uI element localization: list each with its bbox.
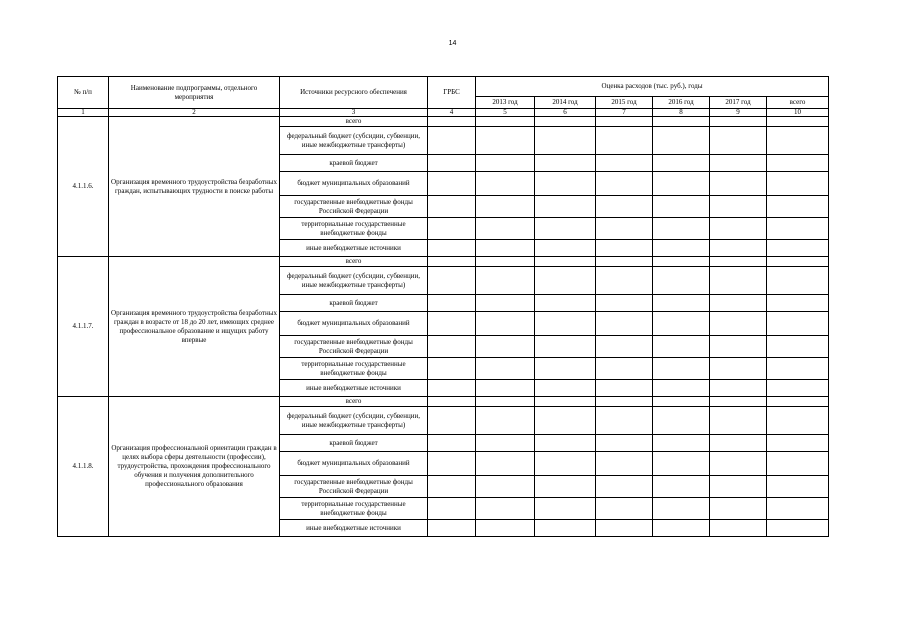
value-cell — [535, 172, 596, 196]
value-cell — [596, 218, 653, 240]
activity-number: 4.1.1.6. — [58, 117, 109, 257]
value-cell — [596, 196, 653, 218]
funding-source: всего — [280, 397, 428, 407]
value-cell — [710, 358, 767, 380]
activity-name: Организация профессиональной ориентации граждан в целях выбора сферы деятельности (профессии), трудоустройства, прохождения профессионального обучения и получения дополнительного профессионального образования — [109, 397, 280, 537]
value-cell — [653, 520, 710, 537]
value-cell — [428, 380, 476, 397]
funding-source: федеральный бюджет (субсидии, субвенции, иные межбюджетные трансферты) — [280, 267, 428, 295]
value-cell — [710, 336, 767, 358]
value-cell — [710, 155, 767, 172]
value-cell — [653, 155, 710, 172]
value-cell — [476, 498, 535, 520]
value-cell — [767, 312, 829, 336]
value-cell — [767, 196, 829, 218]
value-cell — [710, 397, 767, 407]
value-cell — [767, 240, 829, 257]
value-cell — [767, 498, 829, 520]
value-cell — [767, 397, 829, 407]
funding-source: иные внебюджетные источники — [280, 520, 428, 537]
funding-source: краевой бюджет — [280, 435, 428, 452]
value-cell — [653, 435, 710, 452]
value-cell — [767, 476, 829, 498]
value-cell — [767, 172, 829, 196]
table-row — [58, 397, 829, 407]
funding-source: территориальные государственные внебюджетные фонды — [280, 498, 428, 520]
value-cell — [476, 295, 535, 312]
value-cell — [596, 476, 653, 498]
value-cell — [653, 196, 710, 218]
value-cell — [710, 380, 767, 397]
header-year: 2015 год — [596, 97, 653, 109]
value-cell — [767, 127, 829, 155]
page-number: 14 — [448, 40, 457, 47]
value-cell — [767, 155, 829, 172]
value-cell — [535, 240, 596, 257]
value-cell — [710, 476, 767, 498]
value-cell — [535, 380, 596, 397]
value-cell — [535, 336, 596, 358]
column-number: 5 — [476, 109, 535, 117]
value-cell — [428, 196, 476, 218]
value-cell — [767, 358, 829, 380]
funding-source: территориальные государственные внебюджетные фонды — [280, 218, 428, 240]
header-total: всего — [767, 97, 829, 109]
value-cell — [428, 240, 476, 257]
value-cell — [476, 257, 535, 267]
value-cell — [428, 476, 476, 498]
column-number-row — [58, 109, 829, 117]
value-cell — [476, 196, 535, 218]
funding-source: иные внебюджетные источники — [280, 240, 428, 257]
funding-source: федеральный бюджет (субсидии, субвенции, иные межбюджетные трансферты) — [280, 127, 428, 155]
value-cell — [596, 407, 653, 435]
value-cell — [428, 127, 476, 155]
header-row — [58, 77, 829, 97]
budget-table — [57, 76, 829, 537]
funding-source: краевой бюджет — [280, 295, 428, 312]
value-cell — [653, 498, 710, 520]
value-cell — [596, 257, 653, 267]
funding-source: государственные внебюджетные фонды Российской Федерации — [280, 476, 428, 498]
value-cell — [428, 498, 476, 520]
value-cell — [653, 117, 710, 127]
value-cell — [596, 155, 653, 172]
column-number: 10 — [767, 109, 829, 117]
value-cell — [710, 267, 767, 295]
value-cell — [710, 435, 767, 452]
value-cell — [535, 498, 596, 520]
value-cell — [596, 295, 653, 312]
column-number: 3 — [280, 109, 428, 117]
value-cell — [596, 117, 653, 127]
value-cell — [535, 155, 596, 172]
value-cell — [653, 218, 710, 240]
value-cell — [767, 452, 829, 476]
funding-source: государственные внебюджетные фонды Российской Федерации — [280, 336, 428, 358]
value-cell — [767, 257, 829, 267]
value-cell — [428, 407, 476, 435]
value-cell — [535, 267, 596, 295]
header-year: 2017 год — [710, 97, 767, 109]
value-cell — [428, 155, 476, 172]
value-cell — [710, 312, 767, 336]
value-cell — [476, 520, 535, 537]
value-cell — [596, 127, 653, 155]
value-cell — [428, 435, 476, 452]
header-grbs: ГРБС — [428, 77, 476, 109]
funding-source: всего — [280, 257, 428, 267]
value-cell — [653, 476, 710, 498]
value-cell — [428, 267, 476, 295]
value-cell — [476, 117, 535, 127]
value-cell — [428, 117, 476, 127]
value-cell — [710, 520, 767, 537]
header-num: № п/п — [58, 77, 109, 109]
activity-number: 4.1.1.8. — [58, 397, 109, 537]
value-cell — [653, 397, 710, 407]
value-cell — [476, 452, 535, 476]
value-cell — [653, 267, 710, 295]
value-cell — [476, 267, 535, 295]
value-cell — [710, 452, 767, 476]
value-cell — [596, 435, 653, 452]
value-cell — [476, 397, 535, 407]
value-cell — [596, 336, 653, 358]
value-cell — [535, 196, 596, 218]
value-cell — [767, 117, 829, 127]
value-cell — [710, 196, 767, 218]
activity-number: 4.1.1.7. — [58, 257, 109, 397]
value-cell — [476, 358, 535, 380]
value-cell — [428, 218, 476, 240]
value-cell — [596, 380, 653, 397]
value-cell — [653, 358, 710, 380]
value-cell — [596, 358, 653, 380]
value-cell — [428, 295, 476, 312]
value-cell — [596, 267, 653, 295]
table-row — [58, 117, 829, 127]
value-cell — [476, 380, 535, 397]
value-cell — [535, 397, 596, 407]
value-cell — [535, 476, 596, 498]
value-cell — [596, 498, 653, 520]
activity-name: Организация временного трудоустройства безработных граждан в возрасте от 18 до 20 лет, имеющих среднее профессиональное образование и ищущих работу впервые — [109, 257, 280, 397]
value-cell — [535, 520, 596, 537]
value-cell — [767, 435, 829, 452]
header-source: Источники ресурсного обеспечения — [280, 77, 428, 109]
value-cell — [535, 117, 596, 127]
value-cell — [710, 257, 767, 267]
value-cell — [596, 172, 653, 196]
value-cell — [476, 172, 535, 196]
header-estimate: Оценка расходов (тыс. руб.), годы — [476, 77, 829, 97]
header-year: 2016 год — [653, 97, 710, 109]
value-cell — [710, 240, 767, 257]
value-cell — [428, 452, 476, 476]
value-cell — [653, 295, 710, 312]
value-cell — [767, 267, 829, 295]
value-cell — [428, 312, 476, 336]
value-cell — [710, 295, 767, 312]
value-cell — [596, 520, 653, 537]
activity-name: Организация временного трудоустройства безработных граждан, испытывающих трудности в поиске работы — [109, 117, 280, 257]
funding-source: федеральный бюджет (субсидии, субвенции, иные межбюджетные трансферты) — [280, 407, 428, 435]
column-number: 4 — [428, 109, 476, 117]
value-cell — [767, 380, 829, 397]
value-cell — [767, 336, 829, 358]
value-cell — [535, 452, 596, 476]
value-cell — [653, 257, 710, 267]
value-cell — [767, 218, 829, 240]
funding-source: бюджет муниципальных образований — [280, 312, 428, 336]
column-number: 1 — [58, 109, 109, 117]
value-cell — [767, 520, 829, 537]
value-cell — [653, 336, 710, 358]
value-cell — [710, 117, 767, 127]
value-cell — [535, 312, 596, 336]
value-cell — [476, 240, 535, 257]
value-cell — [653, 240, 710, 257]
funding-source: территориальные государственные внебюджетные фонды — [280, 358, 428, 380]
value-cell — [653, 127, 710, 155]
funding-source: бюджет муниципальных образований — [280, 172, 428, 196]
value-cell — [653, 407, 710, 435]
value-cell — [428, 336, 476, 358]
value-cell — [653, 452, 710, 476]
value-cell — [535, 295, 596, 312]
value-cell — [535, 127, 596, 155]
value-cell — [710, 218, 767, 240]
value-cell — [428, 257, 476, 267]
value-cell — [653, 380, 710, 397]
value-cell — [535, 435, 596, 452]
value-cell — [767, 295, 829, 312]
value-cell — [428, 172, 476, 196]
value-cell — [476, 336, 535, 358]
value-cell — [596, 397, 653, 407]
value-cell — [767, 407, 829, 435]
value-cell — [710, 407, 767, 435]
value-cell — [596, 240, 653, 257]
column-number: 6 — [535, 109, 596, 117]
column-number: 2 — [109, 109, 280, 117]
value-cell — [476, 476, 535, 498]
value-cell — [596, 312, 653, 336]
value-cell — [476, 312, 535, 336]
funding-source: краевой бюджет — [280, 155, 428, 172]
value-cell — [535, 358, 596, 380]
column-number: 8 — [653, 109, 710, 117]
header-year: 2014 год — [535, 97, 596, 109]
value-cell — [476, 127, 535, 155]
value-cell — [476, 218, 535, 240]
value-cell — [476, 407, 535, 435]
value-cell — [535, 407, 596, 435]
header-name: Наименование подпрограммы, отдельного мероприятия — [109, 77, 280, 109]
funding-source: всего — [280, 117, 428, 127]
table-row — [58, 257, 829, 267]
column-number: 7 — [596, 109, 653, 117]
value-cell — [653, 312, 710, 336]
value-cell — [710, 498, 767, 520]
value-cell — [535, 218, 596, 240]
column-number: 9 — [710, 109, 767, 117]
value-cell — [710, 127, 767, 155]
value-cell — [428, 520, 476, 537]
value-cell — [428, 397, 476, 407]
header-year: 2013 год — [476, 97, 535, 109]
funding-source: государственные внебюджетные фонды Российской Федерации — [280, 196, 428, 218]
value-cell — [596, 452, 653, 476]
value-cell — [476, 155, 535, 172]
value-cell — [710, 172, 767, 196]
value-cell — [476, 435, 535, 452]
value-cell — [535, 257, 596, 267]
funding-source: бюджет муниципальных образований — [280, 452, 428, 476]
value-cell — [653, 172, 710, 196]
value-cell — [428, 358, 476, 380]
funding-source: иные внебюджетные источники — [280, 380, 428, 397]
